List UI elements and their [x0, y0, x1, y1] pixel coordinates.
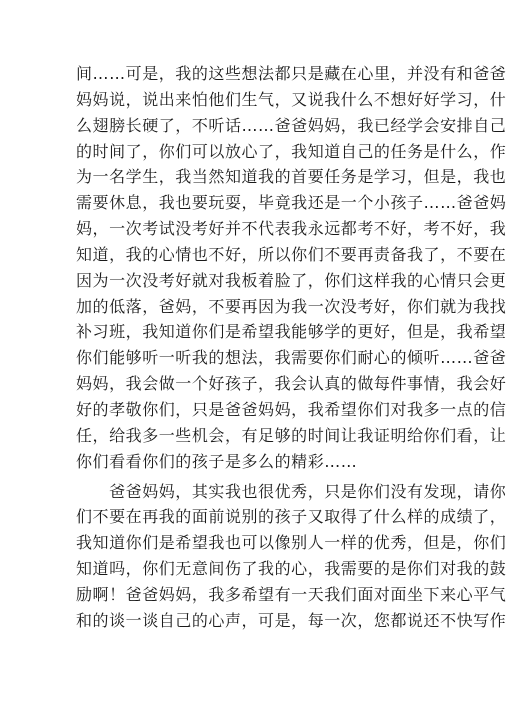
text-line: 好的孝敬你们，只是爸爸妈妈，我希望你们对我多一点的信: [76, 399, 506, 419]
text-line: 间……可是，我的这些想法都只是藏在心里，并没有和爸爸: [76, 64, 506, 83]
text-line: 我知道你们是希望我也可以像别人一样的优秀，但是，你们: [76, 533, 506, 553]
paragraph-2: [76, 479, 506, 634]
text-line: 的时间了，你们可以放心了，我知道自己的任务是什么，作: [76, 141, 506, 161]
text-line: 妈妈说，说出来怕他们生气，又说我什么不想好好学习，什: [76, 89, 506, 109]
text-line: 知道，我的心情也不好，所以你们不要再责备我了，不要在: [76, 244, 506, 264]
text-line: 加的低落，爸妈，不要再因为我一次没考好，你们就为我找: [76, 296, 506, 316]
text-line: 励啊！爸爸妈妈，我多希望有一天我们面对面坐下来心平气: [76, 584, 506, 604]
text-line: 妈妈，我会做一个好孩子，我会认真的做每件事情，我会好: [76, 374, 506, 394]
text-line: 知道吗，你们无意间伤了我的心，我需要的是你们对我的鼓: [76, 559, 506, 579]
text-line: 和的谈一谈自己的心声，可是，每一次，您都说还不快写作: [76, 610, 506, 630]
text-line: 补习班，我知道你们是希望我能够学的更好，但是，我希望: [76, 322, 506, 342]
text-line: 们不要在再我的面前说别的孩子又取得了什么样的成绩了，: [76, 507, 506, 527]
text-line: 你们看看你们的孩子是多么的精彩……: [76, 451, 358, 471]
text-line: 需要休息，我也要玩耍，毕竟我还是一个小孩子……爸爸妈: [76, 193, 506, 213]
article-body: [76, 61, 506, 634]
text-line: 你们能够听一听我的想法，我需要你们耐心的倾听……爸爸: [76, 348, 506, 368]
text-line: 爸爸妈妈，其实我也很优秀，只是你们没有发现，请你: [76, 481, 506, 501]
text-line: 任，给我多一些机会，有足够的时间让我证明给你们看，让: [76, 425, 506, 445]
text-line: 因为一次没考好就对我板着脸了，你们这样我的心情只会更: [76, 270, 506, 290]
text-line: 么翅膀长硬了，不听话……爸爸妈妈，我已经学会安排自己: [76, 115, 506, 135]
paragraph-1: [76, 61, 506, 475]
text-line: 为一名学生，我当然知道我的首要任务是学习，但是，我也: [76, 167, 506, 187]
text-line: 妈，一次考试没考好并不代表我永远都考不好，考不好，我: [76, 219, 506, 239]
